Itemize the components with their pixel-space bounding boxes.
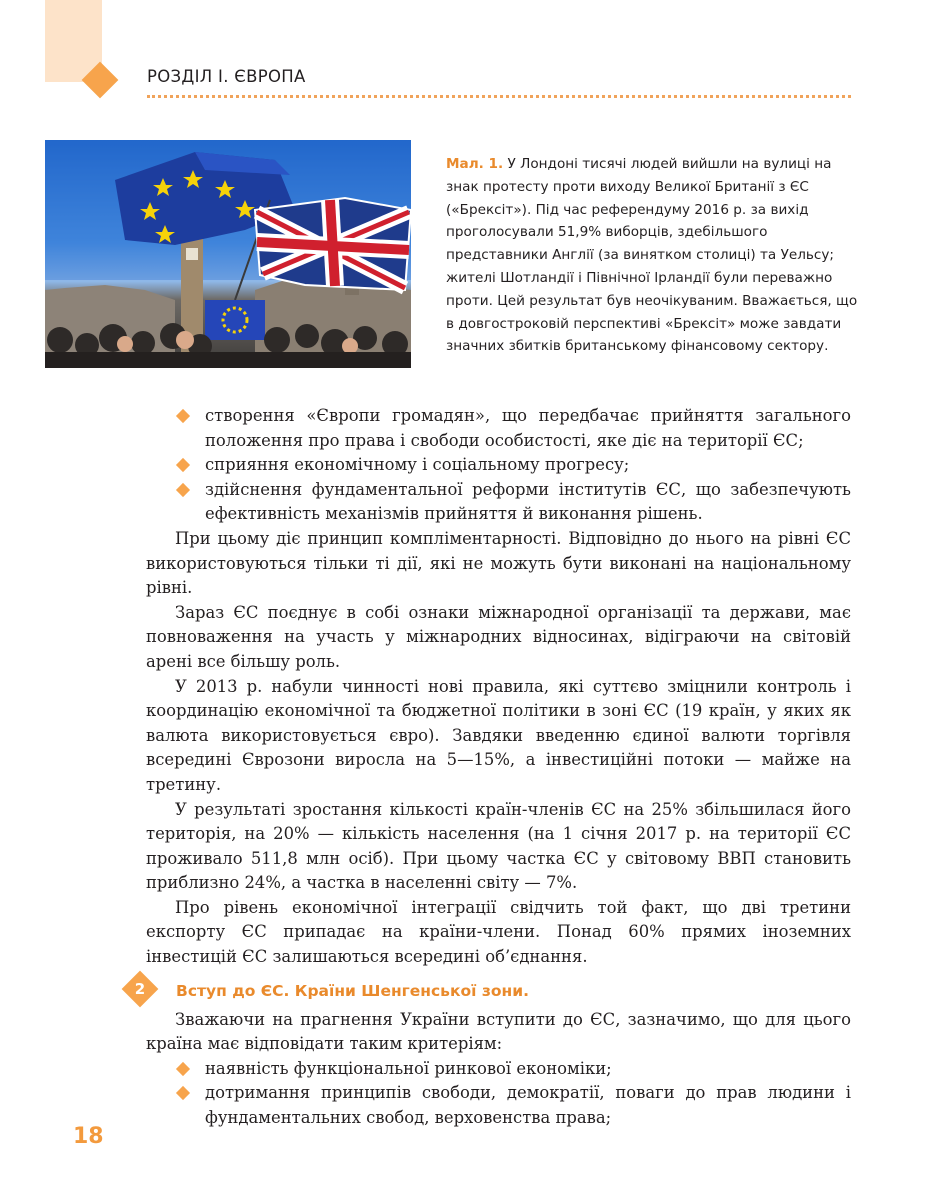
paragraph: У результаті зростання кількості країн-членів ЄС на 25% збільшилася його територія, на 20% — кількість населення (на 1 січня 2017 р. на території ЄС проживало 511,8 млн осіб). При цьому частка ЄС у світовому ВВП становить приблизно 24%, а частка в населенні світу — 7%. [146, 799, 851, 893]
figure-caption [446, 153, 858, 358]
section-header-title: РОЗДІЛ І. ЄВРОПА [147, 67, 306, 86]
list-item-text: дотримання принципів свободи, демократії, поваги до прав людини і фундаментальних свобод, верховенства права; [205, 1083, 851, 1128]
section-number: 2 [134, 979, 146, 998]
paragraph: У 2013 р. набули чинності нові правила, які суттєво зміцнили контроль і координацію економічної та бюджетної політики в зоні ЄС (19 країн, у яких як валюта використовується євро). Завдяки введенню єдиної валюти торгівля всередині Єврозони виросла на 5—15%, а інвестиційні потоки — майже на третину. [146, 676, 851, 794]
diamond-bullet-icon [176, 409, 190, 423]
section-title: Вступ до ЄС. Країни Шенгенської зони. [176, 981, 529, 1000]
header-dotted-rule [147, 95, 851, 98]
photo-illustration [45, 140, 411, 368]
list-item [175, 1081, 851, 1130]
diamond-bullet-icon [176, 483, 190, 497]
list-item-text: створення «Європи громадян», що передбачає прийняття загального положення про права і свободи особистості, яке діє на території ЄС; [205, 406, 851, 450]
section-heading [134, 974, 851, 1008]
paragraph: Зважаючи на прагнення України вступити до ЄС, зазначимо, що для цього країна має відповідати таким критеріям: [146, 1009, 851, 1054]
diamond-bullet-icon [176, 1062, 190, 1076]
page-number: 18 [73, 1124, 104, 1149]
diamond-bullet-icon [176, 458, 190, 472]
protest-photo [45, 140, 411, 368]
paragraph: Зараз ЄС поєднує в собі ознаки міжнародної організації та держави, має повноваження на участь у міжнародних відносинах, відіграючи на світовій арені все більшу роль. [146, 602, 851, 671]
list-item [175, 453, 851, 478]
figure-caption-label: Мал. 1. [446, 156, 504, 172]
list-item [175, 1057, 851, 1082]
list-item-text: сприяння економічному і соціальному прогресу; [205, 455, 630, 475]
list-item-text: здійснення фундаментальної реформи інститутів ЄС, що забезпечують ефективність механізмів прийняття й виконання рішень. [205, 479, 851, 524]
main-text [134, 404, 851, 1131]
list-item-text: наявність функціональної ринкової економіки; [205, 1058, 612, 1078]
list-item [175, 478, 851, 527]
paragraph: При цьому діє принцип компліментарності. Відповідно до нього на рівні ЄС використовуються тільки ті дії, які не можуть бути виконані на національному рівні. [146, 528, 851, 598]
figure-caption-text: У Лондоні тисячі людей вийшли на вулиці на знак протесту проти виходу Великої Британії з ЄС («Брексіт»). Під час референдуму 2016 р. за вихід проголосували 51,9% виборців, здебільшого представники Англії (за винятком столиці) та Уельсу; жителі Шотландії і Північної Ірландії були переважно проти. Цей результат був неочікуваним. Вважається, що в довгостроковій перспективі «Брексіт» може завдати значних збитків британському фінансовому сектору. [446, 156, 858, 355]
diamond-bullet-icon [176, 1086, 190, 1100]
list-item [175, 404, 851, 453]
paragraph: Про рівень економічної інтеграції свідчить той факт, що дві третини експорту ЄС припадає на країни-члени. Понад 60% прямих іноземних інвестицій ЄС залишаються всередині об’єднання. [146, 897, 851, 967]
